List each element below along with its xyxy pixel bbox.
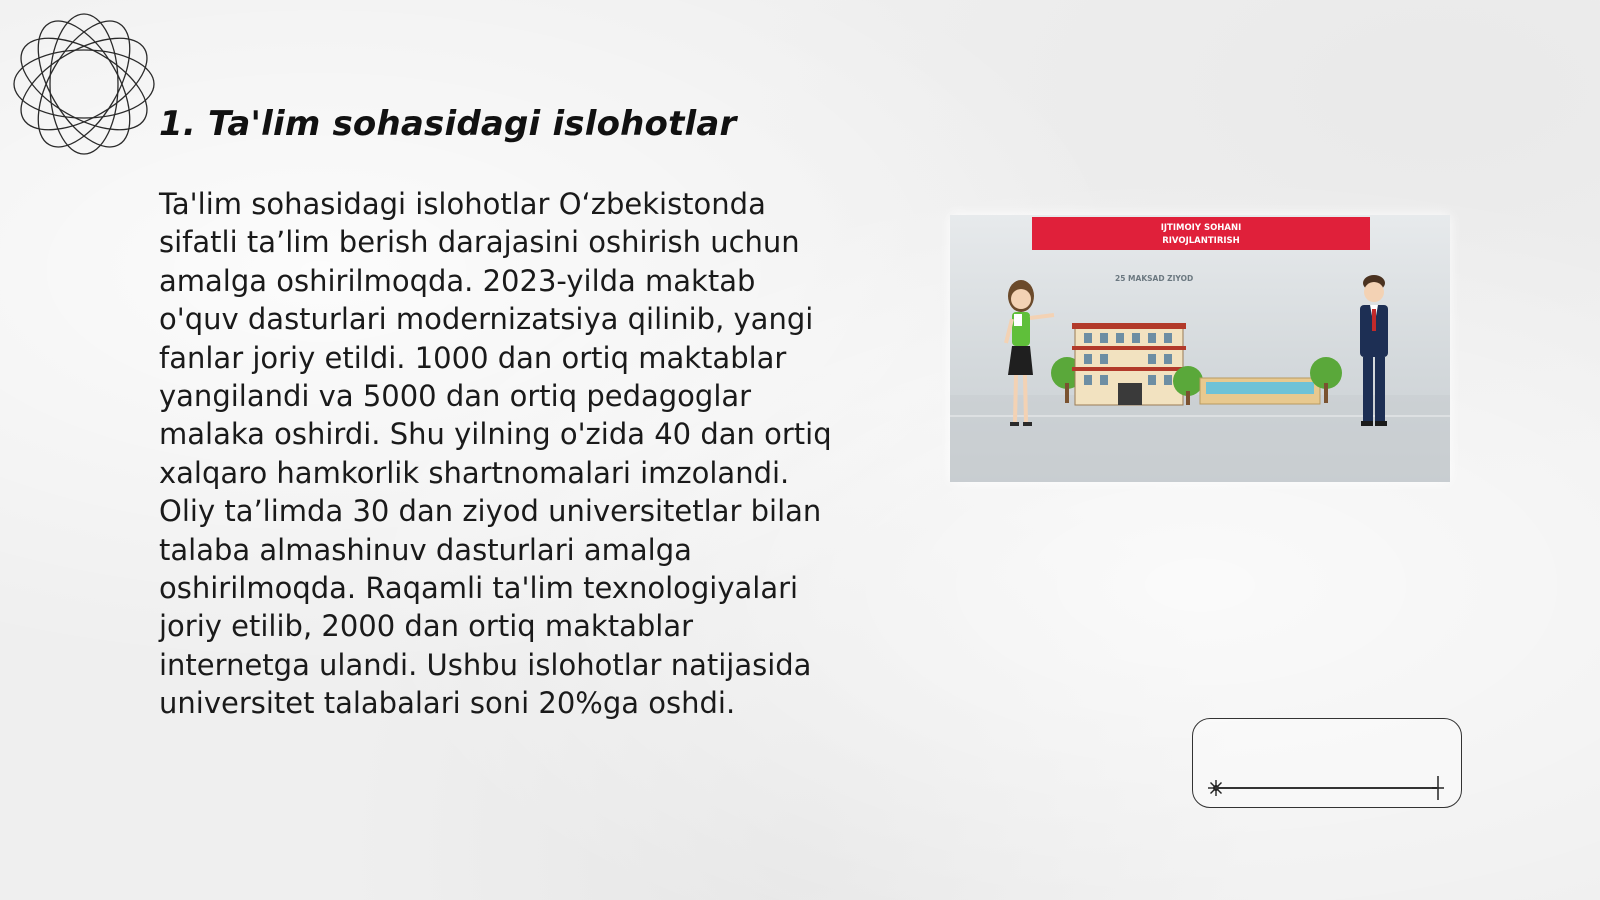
cross-marker-icon[interactable] bbox=[1431, 776, 1445, 800]
circular-ornament-icon bbox=[10, 10, 158, 158]
slide-body-text: Ta'lim sohasidagi islohotlar O‘zbekistonda sifatli ta’lim berish darajasini oshirish uchun amalga oshirilmoqda. 2023-yilda maktab o'quv dasturlari modernizatsiya qilinib, yangi fanlar joriy etildi. 1000 dan ortiq maktablar yangilandi va 5000 dan ortiq pedagoglar malaka oshirdi. Shu yilning o'zida 40 dan ortiq xalqaro hamkorlik shartnomalari imzolandi. Oliy ta’limda 30 dan ziyod universitetlar bilan talaba almashinuv dasturlari amalga oshirilmoqda. Raqamli ta'lim texnologiyalari joriy etilib, 2000 dan ortiq maktablar internetga ulandi. Ushbu islohotlar natijasida universitet talabalari soni 20%ga oshdi. bbox=[159, 187, 832, 721]
video-illustration bbox=[950, 215, 1450, 482]
audio-player[interactable] bbox=[1192, 718, 1462, 808]
video-banner-line1: IJTIMOIY SOHANI bbox=[1160, 223, 1242, 233]
video-frame[interactable] bbox=[950, 215, 1450, 482]
progress-track[interactable] bbox=[1215, 787, 1437, 789]
video-banner-line2: RIVOJLANTIRISH bbox=[1162, 236, 1240, 246]
slide-title: 1. Ta'lim sohasidagi islohotlar bbox=[159, 104, 737, 144]
video-subtitle: 25 MAKSAD ZIYOD bbox=[1115, 274, 1194, 283]
